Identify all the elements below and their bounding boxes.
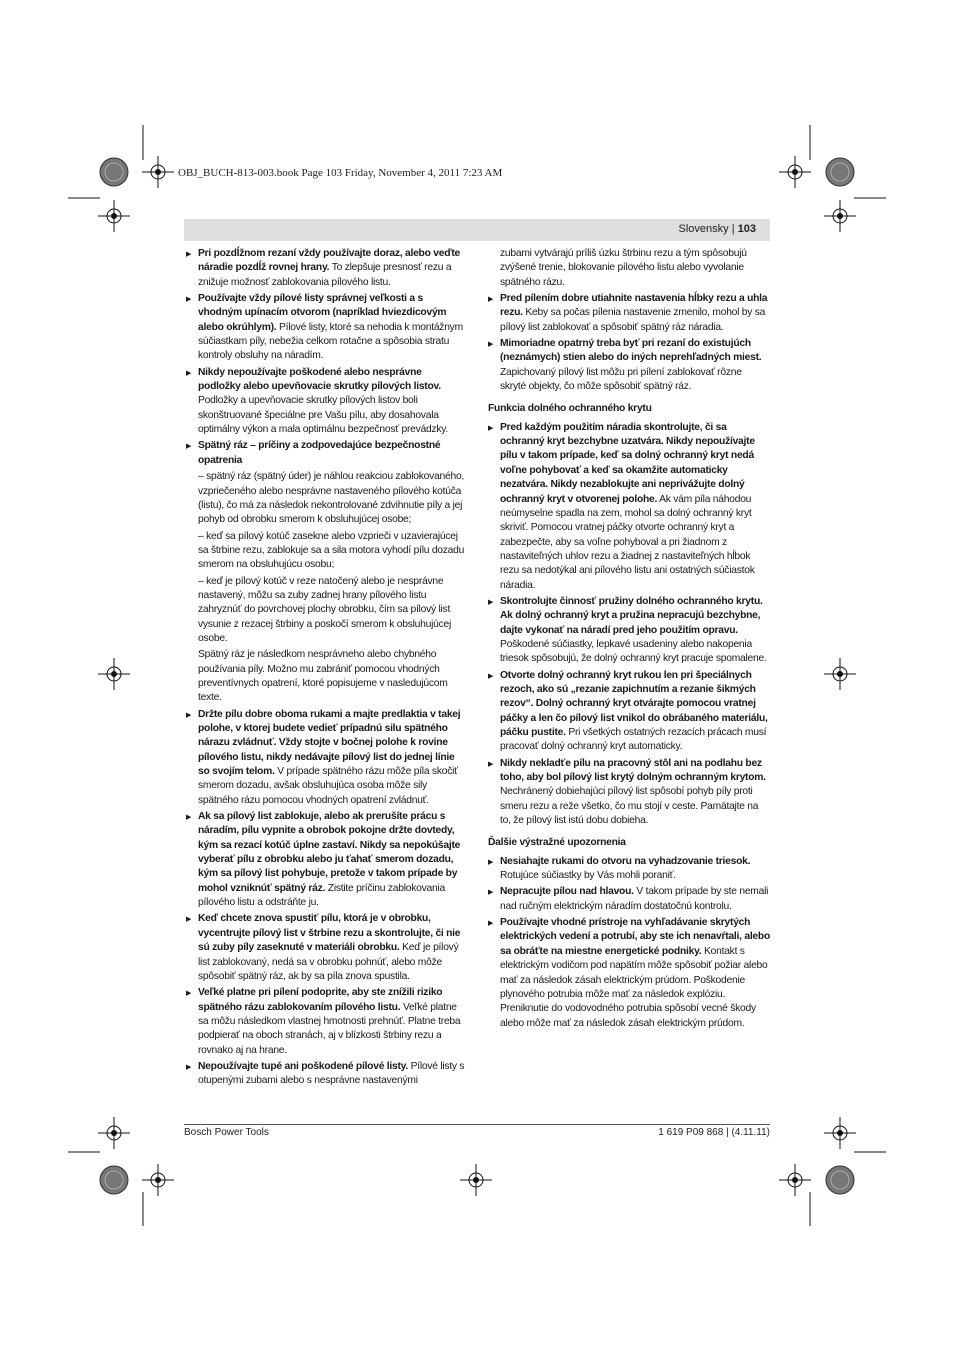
bullet-bold-text: Otvorte dolný ochranný kryt rukou len pri špeciálnych rezoch, ako sú „rezanie zapichnutím a rezanie šikmých rezov“. Dolný ochranný kryt otvárajte pomocou vratnej páčky a len čo pílový list vnikol do obrábaného materiálu, páčku pustite.: [500, 669, 768, 738]
bullet-text: V takom prípade by ste nemali nad ručným elektrickým náradím dostatočnú kontrolu.: [500, 886, 769, 912]
bullet-bold-text: Pred pílením dobre utiahnite nastavenia hĺbky rezu a uhla rezu.: [500, 293, 768, 319]
footer-rule: [184, 1124, 770, 1125]
bullet-item: [186, 247, 466, 290]
crop-mark-icon: [142, 156, 174, 188]
crop-mark-icon: [98, 200, 130, 232]
bullet-bold-text: Skontrolujte činnosť pružiny dolného ochranného krytu. Ak dolný ochranný kryt a pružina nepracujú bezchybne, dajte vykonať na náradí pred jeho použitím opravu.: [500, 595, 763, 636]
bullet-text: To zlepšuje presnosť rezu a znižuje možnosť zablokovania pílového listu.: [198, 262, 452, 288]
crop-mark-icon: [824, 200, 856, 232]
bullet-text: Zapichovaný pílový list môžu pri pílení zablokovať rôzne skryté objekty, čo môže spôsobiť spätný ráz.: [500, 366, 742, 393]
bullet-bold-text: Nesiahajte rukami do otvoru na vyhadzovanie triesok.: [500, 855, 751, 867]
section-heading: Funkcia dolného ochranného krytu: [488, 403, 652, 415]
crop-mark-icon: [98, 1117, 130, 1149]
bullet-item: [488, 292, 770, 335]
bullet-item: [186, 986, 466, 1058]
color-disc-icon: [100, 158, 128, 186]
bullet-bold-text: Nepracujte pílou nad hlavou.: [500, 886, 634, 898]
bullet-text: Pri všetkých ostatných rezacích prácach musí pracovať dolný ochranný kryt automaticky.: [500, 727, 767, 753]
bullet-text: V prípade spätného rázu môže píla skočiť smerom dozadu, avšak obsluhujúca osoba môže sily spätného rázu pomocou vhodných opatrení zvládnuť.: [198, 766, 458, 806]
bullet-text: Pílové listy s otupenými zubami alebo s nesprávne nastavenými: [198, 1060, 465, 1087]
bullet-item: [186, 366, 466, 438]
bullet-item: [488, 885, 770, 914]
color-disc-icon: [826, 158, 854, 186]
header-language: Slovensky: [678, 223, 729, 235]
bullet-item: [186, 292, 466, 364]
crop-mark-icon: [142, 1164, 174, 1196]
header-language-page: Slovensky | 103: [678, 223, 756, 235]
paragraph-continuation: [488, 247, 770, 290]
bullet-bold-text: Nepoužívajte tupé ani poškodené pílové listy.: [198, 1060, 408, 1072]
bullet-text: Spätný ráz je následkom nesprávneho alebo chybného používania píly. Možno mu zabrániť pomocou vhodných preventívnych opatrení, ktoré popisujeme v nasledujúcom texte.: [198, 649, 448, 704]
crop-mark-icon: [779, 1164, 811, 1196]
bullet-text: Keby sa počas pílenia nastavenie zmenilo, mohol by sa pílový list zablokovať a spôsobiť spätný ráz náradia.: [500, 307, 766, 333]
bullet-text: – spätný ráz (spätný úder) je náhlou reakciou zablokovaného, vzpriečeného alebo nesprávne nastaveného pílového kotúča (listu), čo má za následok nekontrolované zdvihnutie píly a jej pohyb od obrobku smerom k obsluhujúcej osobe;: [198, 471, 465, 526]
paragraph-continuation: [186, 530, 466, 573]
bullet-bold-text: Nikdy nepoužívajte poškodené alebo nesprávne podložky alebo upevňovacie skrutky pílových listov.: [198, 366, 441, 393]
bullet-item: [488, 669, 770, 755]
bullet-text: Pílové listy, ktoré sa nehodia k montážnym súčiastkam píly, nebežia celkom rotačne a spôsobia stratu kontroly obsluhy na náradím.: [198, 321, 463, 362]
bullet-text: Podložky a upevňovacie skrutky pílových listov boli skonštruované špeciálne pre Vašu pílu, aby dosahovala optimálny výkon a mala optimálnu bezpečnosť prevádzky.: [198, 395, 449, 436]
footer-publisher: Bosch Power Tools: [184, 1127, 269, 1138]
bullet-text: Kontakt s elektrickým vodičom pod napätím môže spôsobiť požiar alebo mať za následok zásah elektrickým prúdom. Poškodenie plynového potrubia môže mať za následok explóziu. Preniknutie do vodovodného potrubia spôsobí vecné škody alebo môže mať za následok zásah elektrickým prúdom.: [500, 945, 768, 1029]
color-disc-icon: [100, 1166, 128, 1194]
bullet-text: Poškodené súčiastky, lepkavé usadeniny alebo nakopenia triesok spôsobujú, že dolný ochranný kryt pracuje spomalene.: [500, 638, 767, 665]
page-number: 103: [737, 223, 756, 235]
bullet-bold-text: Veľké platne pri pílení podoprite, aby ste znížili riziko spätného rázu zablokovaním pílového listu.: [198, 987, 443, 1013]
bullet-item: [186, 810, 466, 910]
bullet-text: Zistite príčinu zablokovania pílového listu a odstráňte ju.: [198, 882, 445, 909]
paragraph-continuation: [186, 575, 466, 647]
bullet-item: [488, 855, 770, 884]
bullet-item: [488, 337, 770, 394]
bullet-bold-text: Mimoriadne opatrný treba byť pri rezaní do existujúch (neznámych) stien alebo do iných neprehľadných miest.: [500, 338, 762, 364]
bullet-text: Keď je pílový list zablokovaný, nedá sa v obrobku pohnúť, alebo môže spôsobiť spätný ráz, ak by sa píla znova spustila.: [198, 942, 459, 982]
bullet-item: [186, 439, 466, 468]
left-column: [186, 247, 466, 1091]
bullet-text: – keď sa pílový kotúč zasekne alebo vzprieči v uzavierajúcej sa štrbine rezu, zablokuje sa a sila motora vyhodí pílu dozadu smerom na obsluhujúcu osobu;: [198, 530, 465, 571]
paragraph-continuation: [186, 470, 466, 527]
bullet-text: zubami vytvárajú príliš úzku štrbinu rezu a tým spôsobujú zvýšené trenie, blokovanie pílového listu alebo vyvolanie spätného rázu.: [500, 248, 747, 288]
bullet-bold-text: Nikdy nekladťe pílu na pracovný stôl ani na podlahu bez toho, aby bol pílový list krytý dolným ochranným krytom.: [500, 757, 766, 784]
bullet-bold-text: Spätný ráz – príčiny a zodpovedajúce bezpečnostné opatrenia: [198, 440, 441, 466]
bullet-item: [186, 708, 466, 808]
print-header: OBJ_BUCH-813-003.book Page 103 Friday, November 4, 2011 7:23 AM: [178, 167, 503, 179]
bullet-bold-text: Ak sa pílový list zablokuje, alebo ak prerušíte prácu s náradím, pílu vypnite a obrobok pokojne držte dovtedy, kým sa rezací kotúč úplne zastaví. Nikdy sa nepokúšajte vyberať pílu z obrobku alebo ju ťahať smerom dozadu, kým sa pílový list pohybuje, pretože v takom prípade by mohol vzniknúť spätný ráz.: [198, 811, 461, 894]
bullet-item: [186, 1060, 466, 1089]
bullet-bold-text: Keď chcete znova spustiť pílu, ktorá je v obrobku, vycentrujte pílový list v štrbine rezu a skontrolujte, či nie sú zuby píly zaseknuté v materiáli obrobku.: [198, 913, 461, 954]
crop-mark-icon: [98, 658, 130, 690]
bullet-item: [488, 757, 770, 829]
crop-mark-icon: [824, 658, 856, 690]
paragraph-continuation: [186, 648, 466, 705]
bullet-text: Rotujúce súčiastky by Vás mohli poraniť.: [500, 870, 676, 882]
bullet-item: [488, 421, 770, 593]
crop-mark-icon: [779, 156, 811, 188]
color-disc-icon: [826, 1166, 854, 1194]
bullet-text: Nechránený dobiehajúci pílový list spôsobí pohyb píly proti smeru rezu a reže všetko, čo mu stojí v ceste. Pamätajte na to, že pílový list istú dobu dobieha.: [500, 786, 759, 827]
bullet-bold-text: Držte pílu dobre oboma rukami a majte predlaktia v takej polohe, v ktorej budete vedieť prípadnú silu spätného nárazu zvládnuť. Vždy stojte v bočnej polohe k rovine pílového listu, nikdy nedávajte pílový list do jednej línie so svojím telom.: [198, 708, 461, 778]
bullet-item: [186, 912, 466, 984]
bullet-item: [488, 916, 770, 1031]
crop-mark-icon: [824, 1117, 856, 1149]
crop-mark-icon: [460, 1164, 492, 1196]
bullet-item: [488, 595, 770, 667]
bullet-bold-text: Používajte vždy pílové listy správnej veľkosti a s vhodným upínacím otvorom (napríklad hviezdicovým alebo okrúhlym).: [198, 293, 447, 333]
bullet-text: Ak vám píla náhodou neúmyselne spadla na zem, mohol sa dolný ochranný kryt skriviť. Pomocou vratnej páčky otvorte ochranný kryt a zabezpečte, aby sa voľne pohyboval a pri žiadnom z nastaviteľných uhlov rezu a žiadnej z nastaviteľných hĺbok rezu sa nedotýkal ani pílového listu ani ostatných súčiastok náradia.: [500, 493, 755, 591]
bullet-bold-text: Používajte vhodné prístroje na vyhľadávanie skrytých elektrických vedení a potrubí, aby ste ich nenavŕtali, alebo sa obráťte na miestne energetické podniky.: [500, 917, 770, 957]
bullet-text: Veľké platne sa môžu následkom vlastnej hmotnosti prehnúť. Platne treba podpierať na oboch stranách, aj v blízkosti štrbiny rezu a rovnako aj na hrane.: [198, 1001, 461, 1056]
right-column: [488, 247, 770, 1033]
bullet-bold-text: Pri pozdĺžnom rezaní vždy používajte doraz, alebo veďte náradie pozdĺž rovnej hrany.: [198, 248, 460, 274]
section-heading: Ďalšie výstražné upozornenia: [488, 837, 626, 849]
page-header: [184, 219, 770, 241]
bullet-bold-text: Pred každým použitím náradia skontrolujte, či sa ochranný kryt bezchybne uzatvára. Nikdy nepoužívajte pílu v takom prípade, keď sa dolný ochranný kryt nedá voľne pohybovať a keď sa okamžite automaticky nezatvára. Nikdy nezablokujte ani neprivážujte dolný ochranný kryt v otvorenej polohe.: [500, 421, 755, 505]
bullet-text: – keď je pílový kotúč v reze natočený alebo je nesprávne nastavený, môžu sa zuby zadnej hrany pílového listu zahryznúť do povrchovej plochy obrobku, čím sa pílový list vysunie z rezacej štrbiny a poskočí smerom k obsluhujúcej osobe.: [198, 575, 452, 644]
footer-doc-number: 1 619 P09 868 | (4.11.11): [658, 1127, 770, 1138]
